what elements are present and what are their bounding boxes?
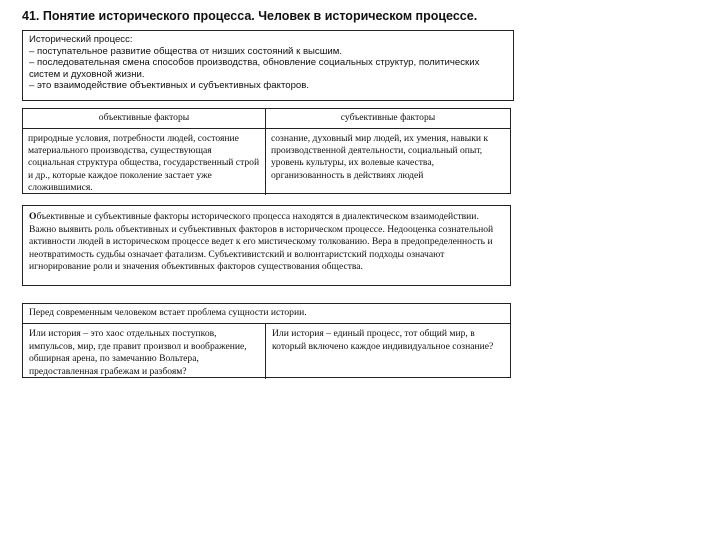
definition-line: – последовательная смена способов производства, обновление социальных структур, политических: [29, 57, 480, 69]
interaction-box: [22, 205, 511, 286]
factors-table-row: [23, 129, 510, 195]
subjective-factors-cell: сознание, духовный мир людей, их умения, навыки к производственной деятельности, социальный опыт, уровень культуры, их волевые качества, организованность в действиях людей: [271, 133, 489, 181]
page-title: 41. Понятие исторического процесса. Человек в историческом процессе.: [22, 9, 478, 23]
unity-view-cell: Или история – единый процесс, тот общий мир, в который включено каждое индивидуальное сознание?: [272, 328, 494, 352]
essence-table: [22, 303, 511, 378]
definition-line: – поступательное развитие общества от низших состояний к высшим.: [29, 45, 343, 57]
definition-line: систем и духовной жизни.: [29, 68, 145, 80]
chaos-view-cell: Или история – это хаос отдельных поступков, импульсов, мир, где правит произвол и воображение, обширная арена, по замечанию Вольтера, предоставленная грабежам и разбоям?: [23, 324, 266, 379]
essence-table-header: Перед современным человеком встает проблема сущности истории.: [23, 304, 510, 324]
factors-table-header: [23, 109, 510, 129]
definition-heading: Исторический процесс:: [29, 34, 133, 45]
definition-line: – это взаимодействие объективных и субъективных факторов.: [29, 80, 310, 92]
definition-box: [22, 30, 514, 101]
header-objective-factors: объективные факторы: [23, 109, 266, 128]
essence-table-row: [23, 324, 510, 379]
header-subjective-factors: субъективные факторы: [340, 112, 436, 123]
objective-factors-cell: природные условия, потребности людей, состояние материального производства, существующая социальная структура общества, государственный строй и др., которые каждое поколение застает уже сложившимися.: [23, 129, 266, 195]
interaction-text: бъективные и субъективные факторы исторического процесса находятся в диалектическом взаимодействии. Важно выявить роль объективных и субъективных факторов в историческом процессе. Недооценка сознательной активности людей в историческом процессе ведет к его мистическому толкованию. Вера в предопределенность и неотвратимость судьбы означает фатализм. Субъективистский и волюнтаристский подходы означают игнорирование роли и значения объективных факторов существования общества.: [29, 211, 494, 273]
drop-letter: О: [29, 211, 37, 222]
factors-table: [22, 108, 511, 194]
